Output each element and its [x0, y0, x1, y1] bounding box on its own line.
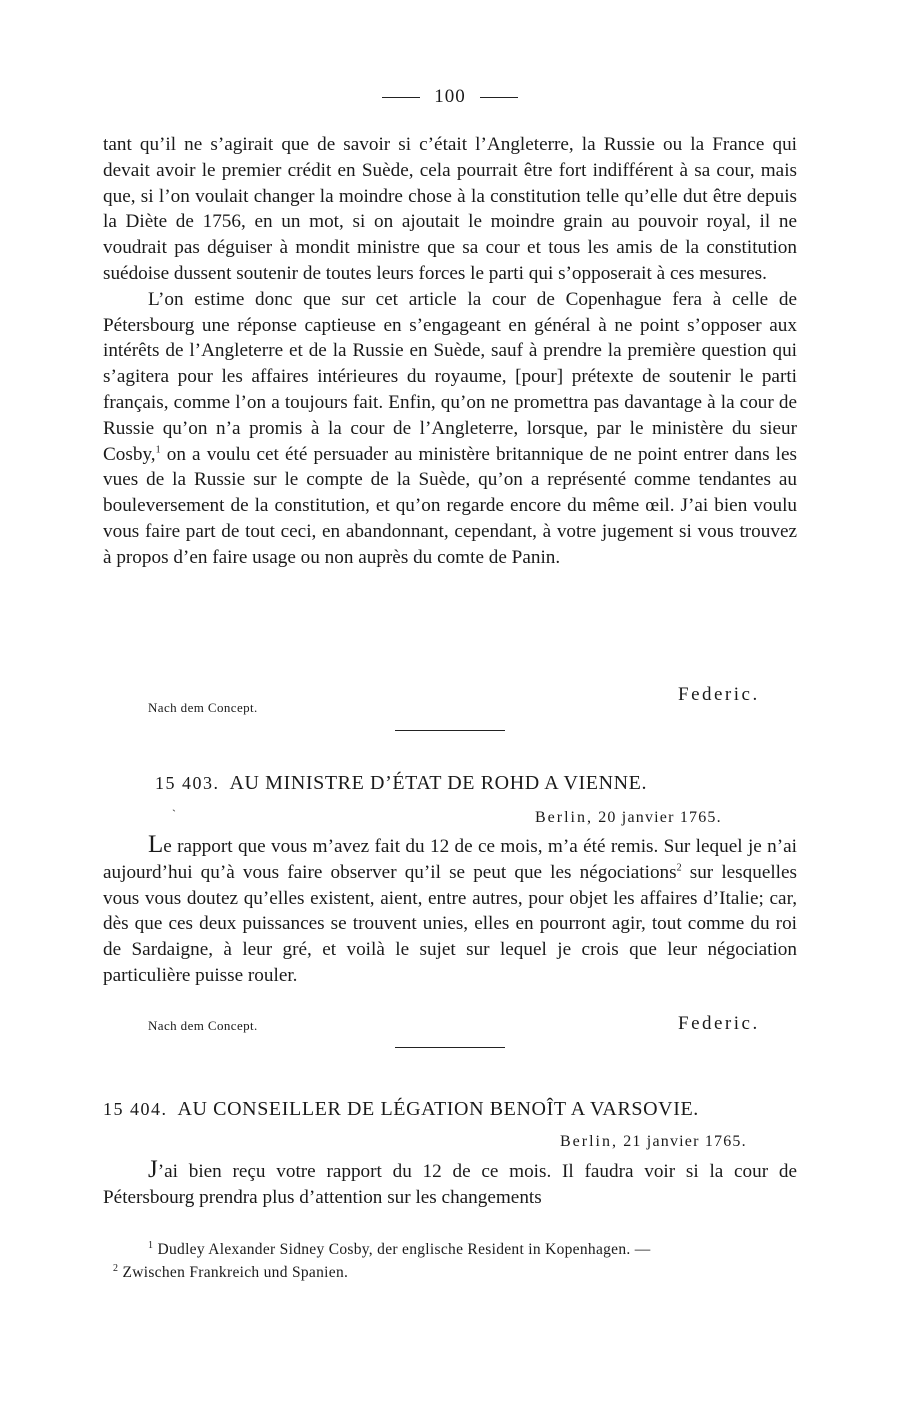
letter-body: [103, 1157, 797, 1211]
paragraph-text: ’ai bien reçu votre rapport du 12 de ce mois. Il faudra voir si la cour de Pétersbourg prendra plus d’attention sur les changements: [103, 1161, 797, 1208]
paragraph: [103, 832, 797, 989]
paragraph-text: sur lesquelles vous vous doutez qu’elles existent, aient, entre autres, pour objet les affaires d’Italie; car, dès que ces deux puissances se trouvent unies, elles en pourront agir, tout comme du roi de Sardaigne, à leur gré, et voilà le sujet sur lequel je crois que leur négociation particulière puisse rouler.: [103, 861, 797, 986]
dateline-place: Berlin,: [535, 809, 593, 826]
header-dash-left: [382, 97, 420, 98]
signature: Federic.: [678, 684, 760, 705]
section-divider: [395, 1047, 505, 1048]
page-header: [0, 86, 900, 108]
footnote: [113, 1261, 803, 1284]
previous-letter-body: [103, 132, 797, 571]
paragraph: tant qu’il ne s’agirait que de savoir si c’était l’Angleterre, la Russie ou la France qui devait avoir le premier crédit en Suède, cela pourrait être fort indifférent à sa cour, mais que, si l’on voulait changer la moindre chose à la constitution telle qu’elle dut être depuis la Diète de 1756, en un mot, si on ajoutait le moindre grain au pouvoir royal, il ne voudrait pas déguiser à mondit ministre que sa cour et tous les amis de la constitution suédoise dussent soutenir de toutes leurs forces le parti qui s’opposerait à ces mesures.: [103, 134, 797, 284]
footnotes: [113, 1238, 803, 1284]
letter-heading: [155, 772, 647, 795]
source-note: Nach dem Concept.: [148, 1018, 258, 1033]
footnote-text: Zwischen Frankreich und Spanien.: [118, 1264, 349, 1281]
signature: Federic.: [678, 1013, 760, 1034]
dateline-date: 21 janvier 1765.: [623, 1133, 747, 1150]
dateline: [560, 1133, 747, 1151]
paragraph-text: L’on estime donc que sur cet article la cour de Copenhague fera à celle de Pétersbourg une réponse captieuse en s’engageant en général à ne point s’opposer aux intérêts de l’Angleterre et de la Russie en Suède, sauf à prendre la première question qui s’agitera pour les affaires intérieures du royaume, [pour] prétexte de soutenir le parti français, comme l’on a toujours fait. Enfin, qu’on ne promettra pas davantage à la cour de Russie qu’on n’a promis à la cour de l’Angleterre, lorsque, par le ministère du sieur Cosby,: [103, 288, 797, 465]
footnote-text: Dudley Alexander Sidney Cosby, der englische Resident in Kopenhagen. —: [153, 1241, 651, 1258]
dateline-date: 20 janvier 1765.: [598, 809, 722, 826]
paragraph: [103, 1157, 797, 1211]
section-divider: [395, 730, 505, 731]
stray-mark: `: [172, 807, 176, 821]
header-dash-right: [480, 97, 518, 98]
letter-number: 15 404.: [103, 1099, 168, 1119]
footnote-mark: 2: [113, 1262, 119, 1274]
letter-heading: [103, 1098, 699, 1121]
letter-title: AU MINISTRE D’ÉTAT DE ROHD A VIENNE.: [229, 772, 648, 794]
footnote-ref: 2: [676, 862, 682, 874]
letter-body: [103, 832, 797, 989]
page-number: 100: [434, 86, 466, 107]
drop-cap: L: [148, 831, 164, 858]
letter-title: AU CONSEILLER DE LÉGATION BENOÎT A VARSOVIE.: [177, 1098, 699, 1120]
footnote: [113, 1238, 803, 1261]
paragraph: [103, 287, 797, 571]
dateline: [535, 809, 722, 827]
paragraph-text: on a voulu cet été persuader au ministère britannique de ne point entrer dans les vues de la Russie sur le compte de la Suède, qu’on a représenté comme tendantes au bouleversement de la constitution, et qu’on regarde encore du même œil. J’ai bien voulu vous faire part de tout ceci, en abandonnant, cependant, à votre jugement si vous trouvez à propos d’en faire usage ou non auprès du comte de Panin.: [103, 443, 797, 568]
dateline-place: Berlin,: [560, 1133, 618, 1150]
footnote-mark: 1: [148, 1239, 154, 1251]
drop-cap: J: [148, 1156, 158, 1183]
source-note: Nach dem Concept.: [148, 700, 258, 715]
letter-number: 15 403.: [155, 773, 220, 793]
footnote-ref: 1: [155, 444, 161, 456]
paragraph-text: e rapport que vous m’avez fait du 12 de ce mois, m’a été remis. Sur lequel je n’ai aujourd’hui qu’à vous faire observer qu’il se peut que les négociations: [103, 836, 797, 883]
